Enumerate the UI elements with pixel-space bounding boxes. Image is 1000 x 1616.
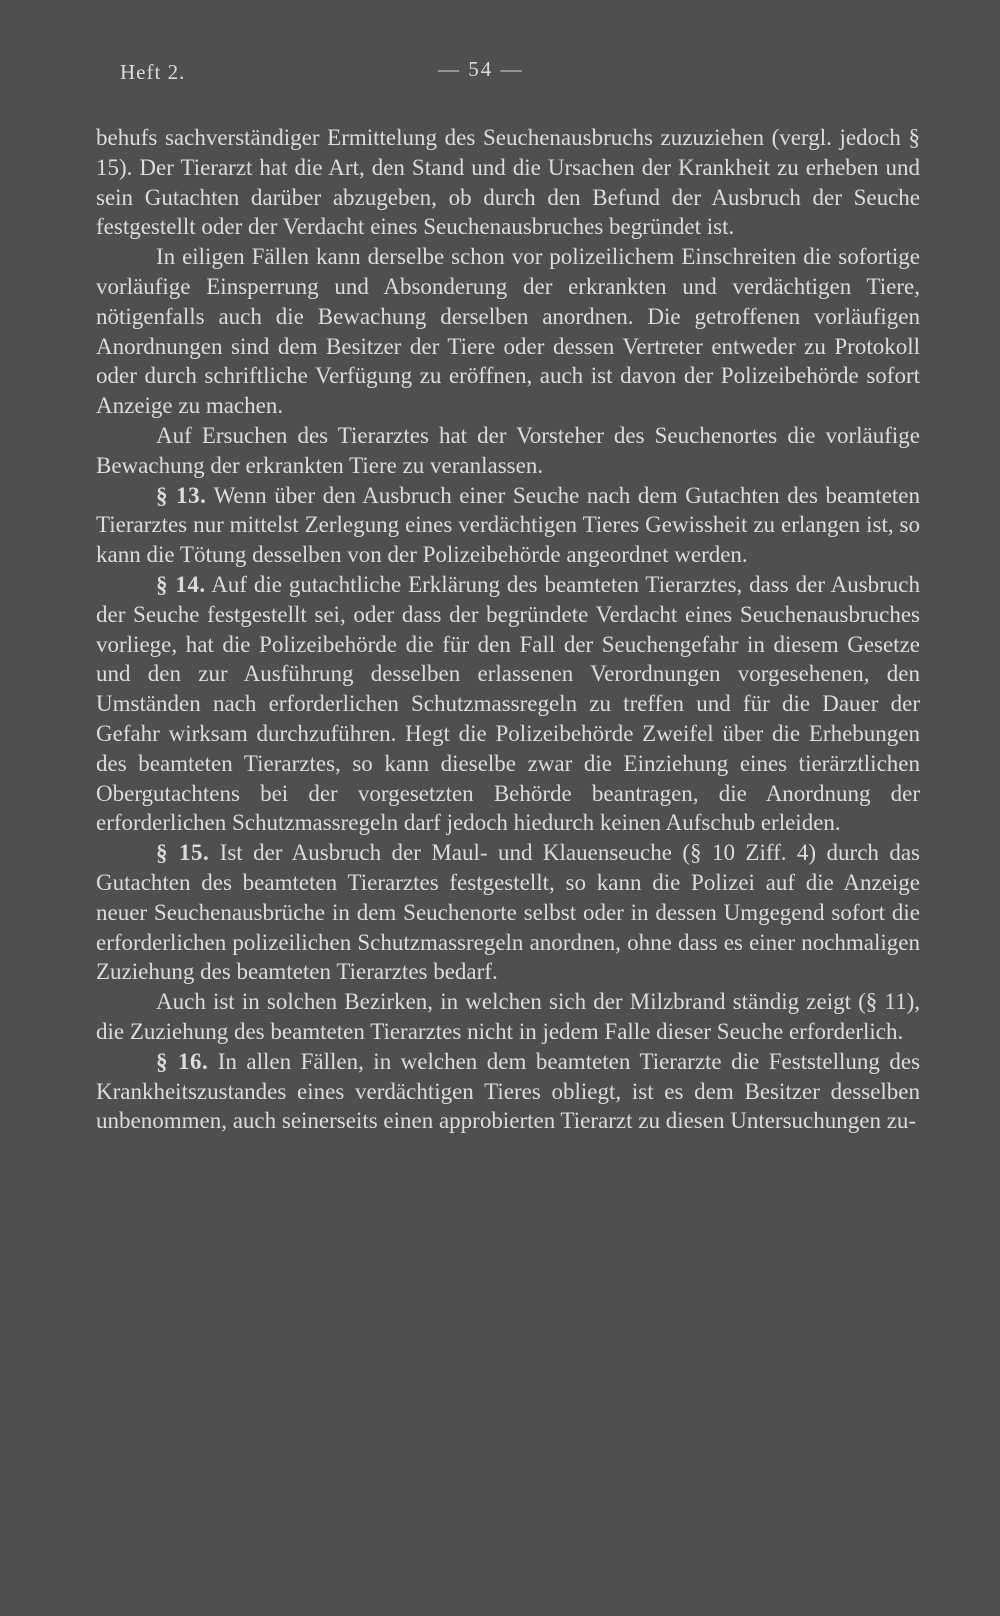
- page-header: [120, 57, 580, 90]
- paragraph: [96, 123, 920, 242]
- page-number: — 54 —: [438, 57, 524, 81]
- paragraph-text: Auf Ersuchen des Tierarztes hat der Vorsteher des Seuchenortes die vorläufige Bewachung der erkrankten Tiere zu veranlassen.: [96, 422, 920, 478]
- paragraph: [96, 987, 920, 1047]
- paragraph-text: Wenn über den Ausbruch einer Seuche nach dem Gutachten des beamteten Tierarztes nur mittelst Zerlegung eines verdächtigen Tieres Gewissheit zu erlangen ist, so kann die Tötung desselben von der Polizeibehörde angeordnet werden.: [96, 482, 921, 568]
- section-number: § 13.: [156, 482, 207, 508]
- section-number: § 14.: [156, 571, 206, 597]
- paragraph: [96, 1047, 920, 1136]
- paragraph-text: behufs sachverständiger Ermittelung des Seuchenausbruchs zuzuziehen (vergl. jedoch § 15). Der Tierarzt hat die Art, den Stand und die Ursachen der Krankheit zu erheben und sein Gutachten darüber abzugeben, ob durch den Befund der Ausbruch der Seuche festgestellt oder der Verdacht eines Seuchenausbruches begründet ist.: [96, 125, 920, 240]
- section-number: § 16.: [156, 1048, 209, 1074]
- booklet-label: Heft 2.: [120, 60, 186, 84]
- section-number: § 15.: [156, 840, 210, 866]
- paragraph-text: Auch ist in solchen Bezirken, in welchen sich der Milzbrand ständig zeigt (§ 11), die Zuziehung des beamteten Tierarztes nicht in jedem Falle dieser Seuche erforderlich.: [96, 989, 920, 1044]
- body-text: [96, 123, 920, 1136]
- paragraph: [96, 481, 920, 570]
- paragraph: [96, 838, 920, 987]
- paragraph-text: Ist der Ausbruch der Maul- und Klauenseuche (§ 10 Ziff. 4) durch das Gutachten des beamteten Tierarztes festgestellt, so kann die Polizei auf die Anzeige neuer Seuchenausbrüche in dem Seuchenorte selbst oder in dessen Umgegend sofort die erforderlichen polizeilichen Schutzmassregeln anordnen, ohne dass es einer nochmaligen Zuziehung des beamteten Tierarztes bedarf.: [96, 840, 921, 985]
- paragraph: [96, 242, 920, 421]
- paragraph: [96, 421, 920, 481]
- paragraph-text: In allen Fällen, in welchen dem beamteten Tierarzte die Feststellung des Krankheitszustandes eines verdächtigen Tieres obliegt, ist es dem Besitzer desselben unbenommen, auch seinerseits einen approbierten Tierarzt zu diesen Untersuchungen zu-: [96, 1048, 921, 1134]
- paragraph-text: Auf die gutachtliche Erklärung des beamteten Tierarztes, dass der Ausbruch der Seuche festgestellt sei, oder dass der begründete Verdacht eines Seuchenausbruches vorliege, hat die Polizeibehörde die für den Fall der Seuchengefahr in diesem Gesetze und den zur Ausführung desselben erlassenen Verordnungen vorgesehenen, den Umständen nach erforderlichen Schutzmassregeln zu treffen und für die Dauer der Gefahr wirksam durchzuführen. Hegt die Polizeibehörde Zweifel über die Erhebungen des beamteten Tierarztes, so kann dieselbe zwar die Einziehung eines tierärztlichen Obergutachtens bei der vorgesetzten Behörde beantragen, die Anordnung der erforderlichen Schutzmassregeln darf jedoch hiedurch keinen Aufschub erleiden.: [96, 571, 921, 836]
- paragraph: [96, 570, 920, 838]
- paragraph-text: In eiligen Fällen kann derselbe schon vor polizeilichem Einschreiten die sofortige vorläufige Einsperrung und Absonderung der erkrankten und verdächtigen Tiere, nötigenfalls auch die Bewachung derselben anordnen. Die getroffenen vorläufigen Anordnungen sind dem Besitzer der Tiere oder dessen Vertreter entweder zu Protokoll oder durch schriftliche Verfügung zu eröffnen, auch ist davon der Polizeibehörde sofort Anzeige zu machen.: [96, 244, 920, 419]
